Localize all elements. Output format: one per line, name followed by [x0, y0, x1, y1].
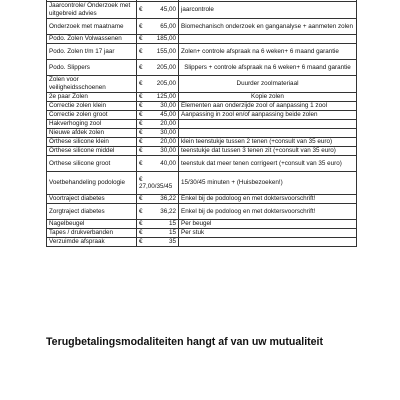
service-name-cell: Correctie zolen klein [47, 102, 137, 111]
tariff-table-body [47, 0, 357, 247]
service-name-cell: Podo. Slippers [47, 60, 137, 76]
price-cell [137, 129, 179, 138]
description-cell: Zolen+ controle afspraak na 6 weken+ 6 maand garantie [179, 44, 357, 60]
service-name-cell: Nagelbeugel [47, 220, 137, 229]
price-cell [137, 156, 179, 172]
service-name-cell: Voetbehandeling podologie [47, 172, 137, 195]
currency-symbol: € [139, 35, 143, 42]
currency-symbol: € [139, 129, 143, 136]
table-row [47, 238, 357, 247]
price-cell [137, 220, 179, 229]
table-row [47, 156, 357, 172]
price-amount: 35 [168, 238, 176, 245]
price-amount: 30,00 [160, 147, 176, 154]
price-amount: 45,00 [160, 111, 176, 118]
table-row [47, 60, 357, 76]
table-row [47, 204, 357, 220]
reimbursement-note: Terugbetalingsmodaliteiten hangt af van uw mutualiteit [46, 336, 324, 348]
price-cell [137, 102, 179, 111]
currency-symbol: € [139, 220, 143, 227]
table-row [47, 229, 357, 238]
price-amount: 205,00 [156, 80, 176, 87]
description-cell: jaarcontrole [179, 2, 357, 19]
description-cell: Enkel bij de podoloog en met doktersvoorschrift! [179, 204, 357, 220]
table-row [47, 76, 357, 93]
description-cell: Biomechanisch onderzoek en ganganalyse + aanmeten zolen [179, 19, 357, 35]
price-amount: 40,00 [160, 159, 176, 167]
price-cell [137, 138, 179, 147]
price-amount: 65,00 [160, 22, 176, 30]
table-row [47, 44, 357, 60]
currency-symbol: € [139, 138, 143, 145]
tariff-table [46, 0, 357, 247]
price-cell [137, 120, 179, 129]
table-row [47, 172, 357, 195]
service-name-cell: Nieuwe afdek zolen [47, 129, 137, 138]
table-row [47, 2, 357, 19]
price-cell [137, 60, 179, 76]
currency-symbol: € [139, 47, 143, 55]
price-amount: 36,22 [160, 207, 176, 215]
description-cell: klein teenstukje tussen 2 tenen (+consult van 35 euro) [179, 138, 357, 147]
service-name-cell: Onderzoek met maatname [47, 19, 137, 35]
price-cell [137, 76, 179, 93]
description-cell: teenstuk dat meer tenen corrigeert (+consult van 35 euro) [179, 156, 357, 172]
service-name-cell: Orthese silicone klein [47, 138, 137, 147]
price-cell [137, 35, 179, 44]
currency-symbol: € [139, 229, 143, 236]
currency-symbol: € [139, 93, 143, 100]
currency-symbol: € [139, 80, 143, 87]
table-row [47, 147, 357, 156]
price-amount: 205,00 [156, 63, 176, 71]
price-amount: 155,00 [156, 47, 176, 55]
price-cell [137, 229, 179, 238]
table-row [47, 35, 357, 44]
price-amount: 185,00 [156, 35, 176, 42]
price-amount: 15 [168, 220, 176, 227]
table-row [47, 120, 357, 129]
price-amount: 30,00 [160, 102, 176, 109]
description-cell: Duurder zoolmateriaal [179, 76, 357, 93]
description-cell: 15/30/45 minuten + (Huisbezoeken!) [179, 172, 357, 195]
service-name-cell: Hakverhoging zool [47, 120, 137, 129]
table-row [47, 195, 357, 204]
currency-symbol: € [139, 159, 143, 167]
price-cell [137, 204, 179, 220]
service-name-cell: Zolen voor veiligheidsschoenen [47, 76, 137, 93]
table-row [47, 138, 357, 147]
service-name-cell: Podo. Zolen Volwassenen [47, 35, 137, 44]
service-name-cell: Correctie zolen groot [47, 111, 137, 120]
currency-symbol [139, 0, 143, 1]
price-amount: 36,22 [160, 195, 176, 202]
table-row [47, 19, 357, 35]
currency-symbol: € [139, 238, 143, 245]
table-row [47, 220, 357, 229]
price-amount: 27,00/35/45 [139, 183, 173, 190]
table-row [47, 93, 357, 102]
price-cell [137, 195, 179, 204]
service-name-cell: Zorgtraject diabetes [47, 204, 137, 220]
currency-symbol: € [139, 176, 143, 183]
service-name-cell: Orthese silicone middel [47, 147, 137, 156]
price-cell [137, 44, 179, 60]
service-name-cell: Tapes / drukverbanden [47, 229, 137, 238]
currency-symbol: € [139, 63, 143, 71]
service-name-cell: Verzuimde afspraak [47, 238, 137, 247]
service-name-cell: 2e paar Zolen [47, 93, 137, 102]
price-amount: 125,00 [156, 93, 176, 100]
table-row [47, 111, 357, 120]
description-cell: Per beugel [179, 220, 357, 229]
price-cell [137, 93, 179, 102]
description-cell [179, 238, 357, 247]
description-cell [179, 35, 357, 44]
description-cell: teenstukje dat tussen 3 tenen zit (+consult van 35 euro) [179, 147, 357, 156]
price-cell [137, 2, 179, 19]
price-amount: 45,00 [160, 6, 176, 13]
currency-symbol: € [139, 195, 143, 202]
service-name-cell: Voortraject diabetes [47, 195, 137, 204]
currency-symbol: € [139, 111, 143, 118]
price-cell [137, 172, 179, 195]
price-cell [137, 19, 179, 35]
currency-symbol: € [139, 207, 143, 215]
description-cell [179, 120, 357, 129]
currency-symbol: € [139, 6, 143, 13]
description-cell: Elementen aan onderzijde zool of aanpassing 1 zool [179, 102, 357, 111]
table-row [47, 102, 357, 111]
description-cell: Slippers + controle afspraak na 6 weken+ 6 maand garantie [179, 60, 357, 76]
currency-symbol: € [139, 102, 143, 109]
price-amount: 30,00 [160, 129, 176, 136]
service-name-cell: Orthese silicone groot [47, 156, 137, 172]
description-cell: Enkel bij de podoloog en met doktersvoorschrift! [179, 195, 357, 204]
description-cell: Per stuk [179, 229, 357, 238]
currency-symbol: € [139, 147, 143, 154]
price-amount: 20,00 [160, 120, 176, 127]
description-cell: Kopie zolen [179, 93, 357, 102]
description-cell [179, 129, 357, 138]
service-name-cell: Jaarcontrole/ Onderzoek met uitgebreid advies [47, 2, 137, 19]
currency-symbol: € [139, 22, 143, 30]
price-amount: 15 [168, 229, 176, 236]
currency-symbol: € [139, 120, 143, 127]
price-cell [137, 111, 179, 120]
table-row [47, 129, 357, 138]
price-cell [137, 147, 179, 156]
price-amount: 20,00 [160, 138, 176, 145]
description-cell: Aanpassing in zool en/of aanpassing beide zolen [179, 111, 357, 120]
price-cell [137, 238, 179, 247]
service-name-cell: Podo. Zolen t/m 17 jaar [47, 44, 137, 60]
